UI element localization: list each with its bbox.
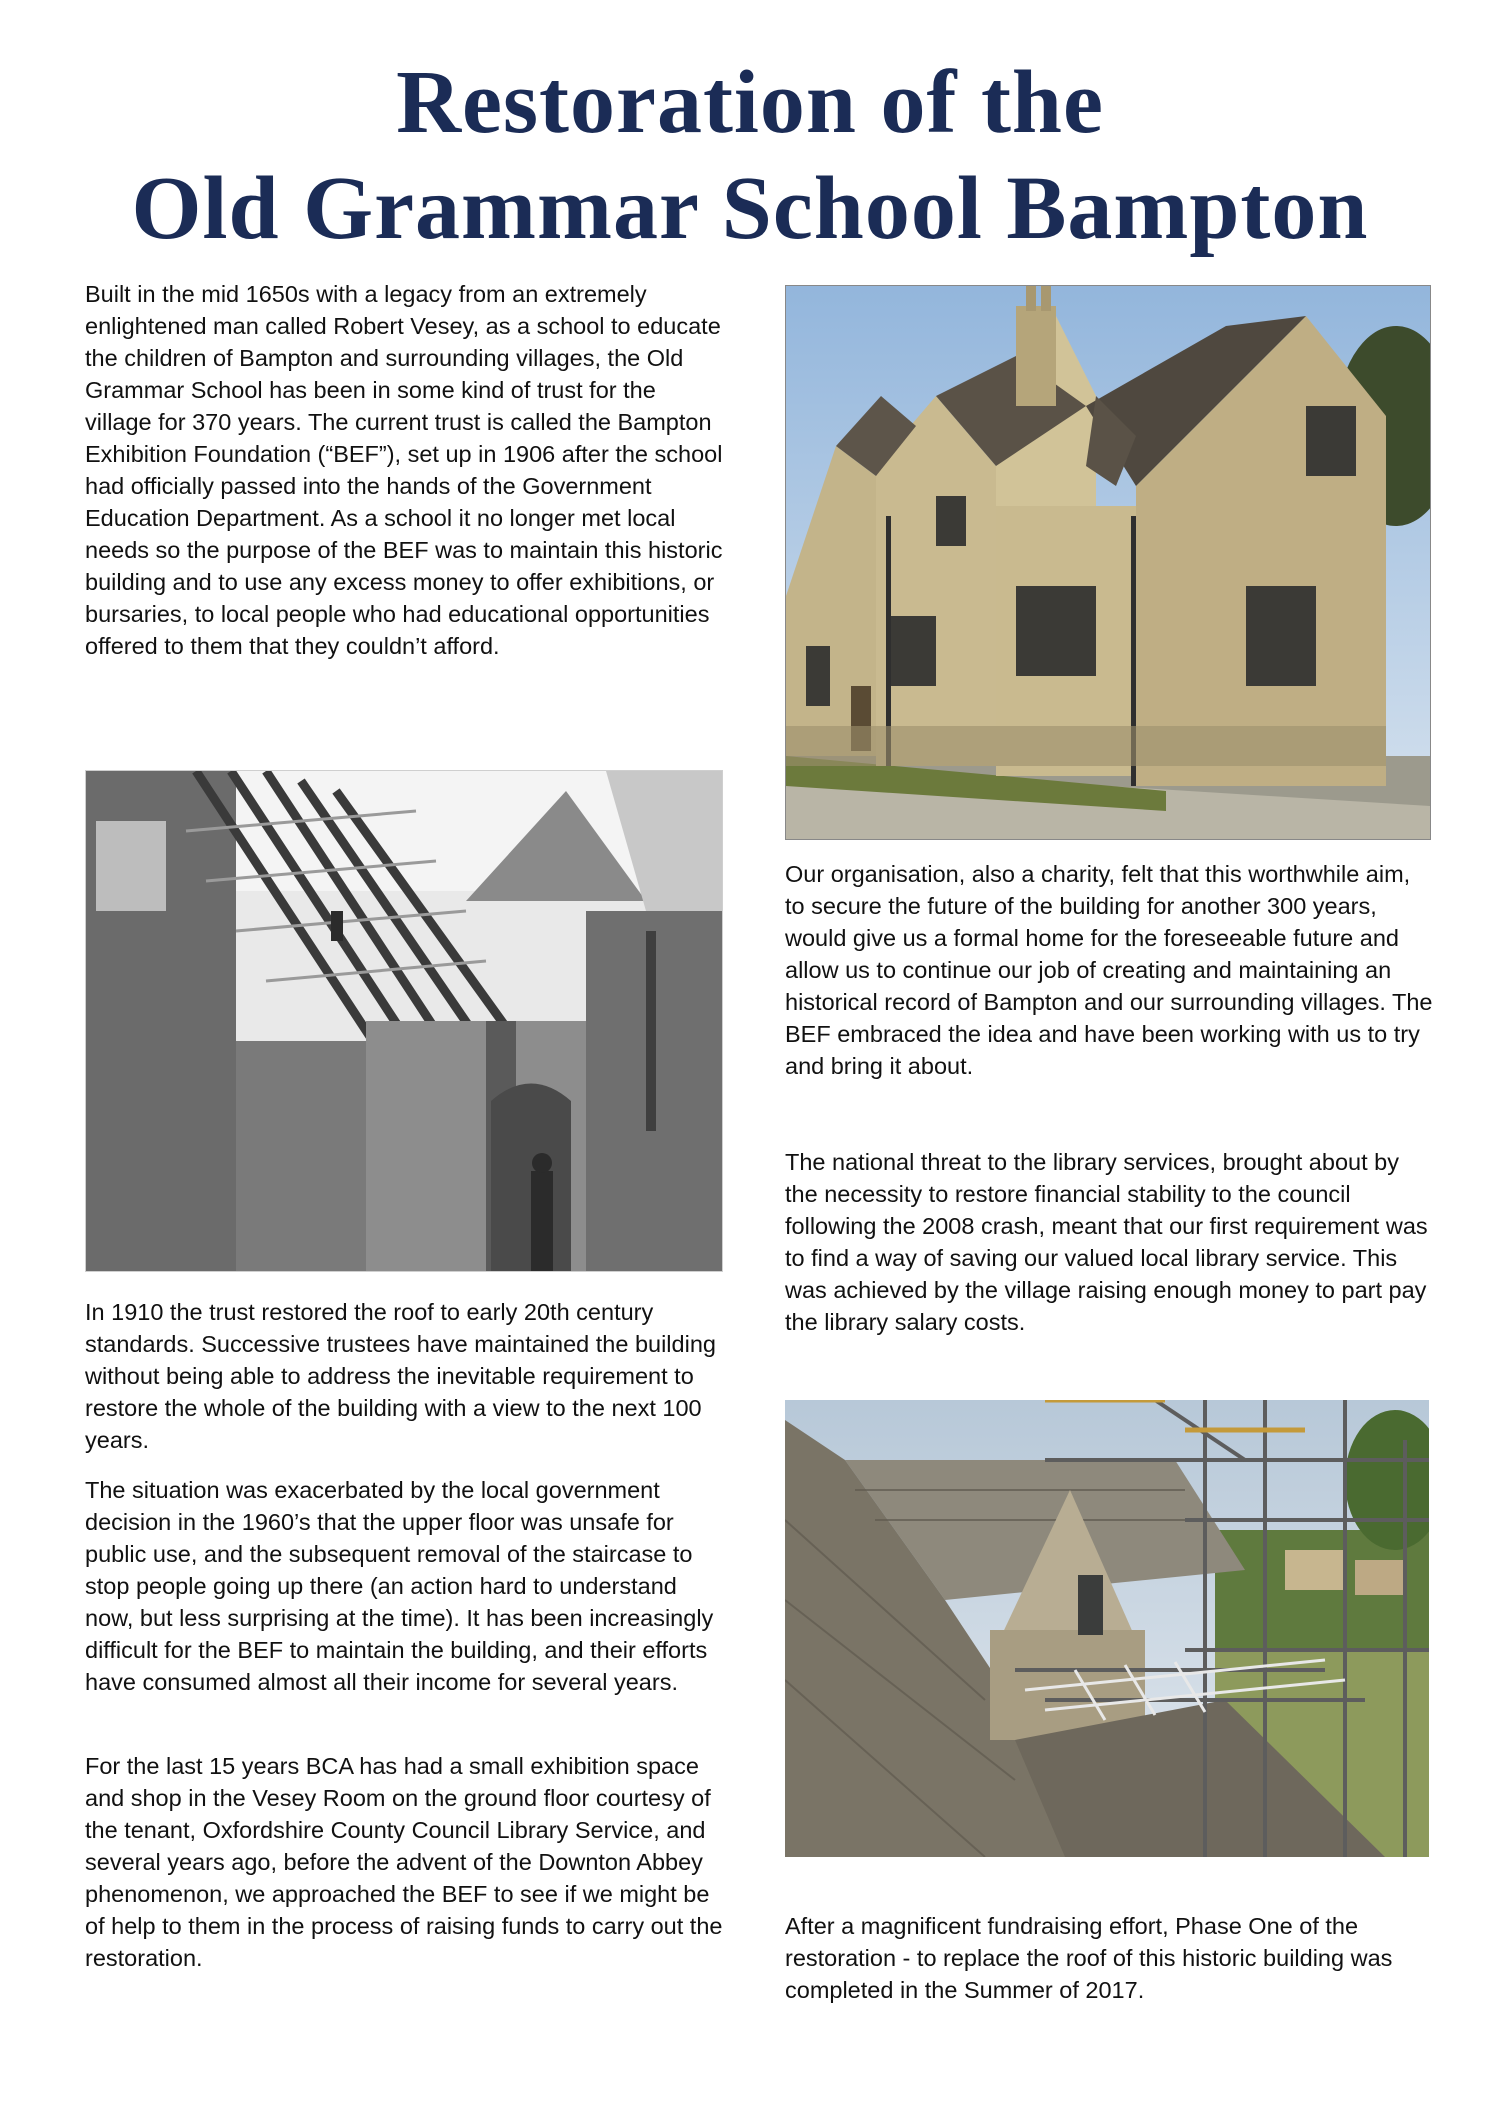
organisation-paragraph: Our organisation, also a charity, felt that this worthwhile aim, to secure the future of the building for another 300 years, would give us a formal home for the foreseeable future and allow us to continue our job of creating and maintaining an historical record of Bampton and our surrounding villages. The BEF embraced the idea and have been working with us to try and bring it about.	[785, 861, 1433, 1079]
scaffolding-roof-photo	[785, 1400, 1429, 1857]
situation-paragraph: The situation was exacerbated by the local government decision in the 1960’s that the upper floor was unsafe for public use, and the subsequent removal of the staircase to stop people going up there (an action hard to understand now, but less surprising at the time). It has been increasingly difficult for the BEF to maintain the building, and their efforts have consumed almost all their income for several years.	[85, 1477, 714, 1695]
bca-exhibition-paragraph: For the last 15 years BCA has had a small exhibition space and shop in the Vesey Room on the ground floor courtesy of the tenant, Oxfordshire County Council Library Service, and several years ago, before the advent of the Downton Abbey phenomenon, we approached the BEF to see if we might be of help to them in the process of raising funds to carry out the restoration.	[85, 1753, 723, 1971]
title-line-2: Old Grammar School Bampton	[131, 159, 1369, 258]
library-threat-paragraph: The national threat to the library services, brought about by the necessity to restore financial stability to the council following the 2008 crash, meant that our first requirement was to find a way of saving our valued local library service. This was achieved by the village raising enough money to part pay the library salary costs.	[785, 1149, 1428, 1335]
roof-restoration-paragraph: In 1910 the trust restored the roof to early 20th century standards. Successive trustees have maintained the building without being able to address the inevitable requirement to restore the whole of the building with a view to the next 100 years.	[85, 1299, 716, 1453]
school-building-photo	[785, 285, 1431, 840]
intro-paragraph: Built in the mid 1650s with a legacy from an extremely enlightened man called Robert Vesey, as a school to educate the children of Bampton and surrounding villages, the Old Grammar School has been in some kind of trust for the village for 370 years. The current trust is called the Bampton Exhibition Foundation (“BEF”), set up in 1906 after the school had officially passed into the hands of the Government Education Department. As a school it no longer met local needs so the purpose of the BEF was to maintain this historic building and to use any excess money to offer exhibitions, or bursaries, to local people who had educational opportunities offered to them that they couldn’t afford.	[85, 281, 723, 659]
phase-one-paragraph: After a magnificent fundraising effort, Phase One of the restoration - to replace the roof of this historic building was completed in the Summer of 2017.	[785, 1913, 1393, 2003]
title-line-1: Restoration of the	[396, 53, 1104, 152]
historic-roof-photo	[85, 770, 723, 1272]
page-title	[0, 50, 1500, 262]
